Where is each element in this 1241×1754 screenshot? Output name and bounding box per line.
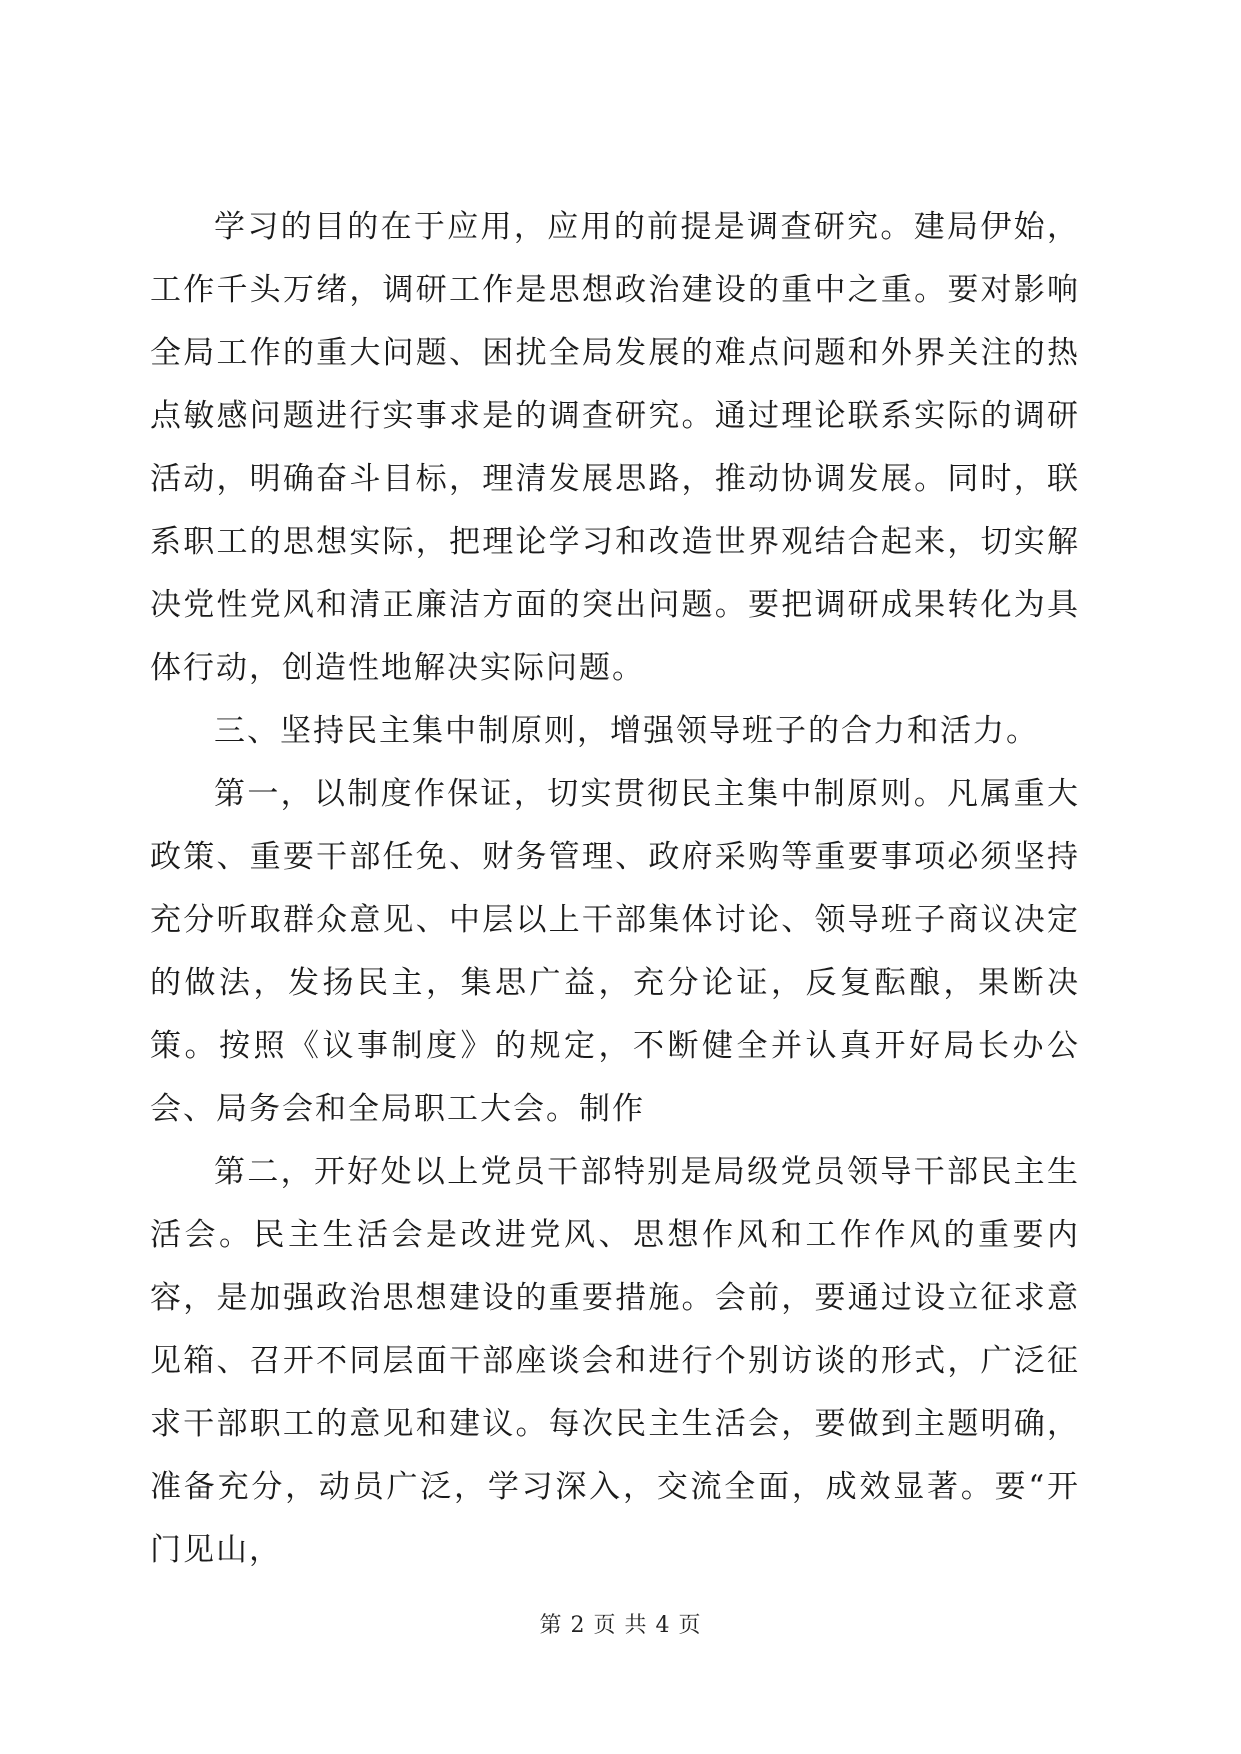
document-body (150, 196, 1080, 1582)
page-number: 第 2 页 共 4 页 (539, 1613, 702, 1638)
paragraph-section-heading: 三、坚持民主集中制原则，增强领导班子的合力和活力。 (214, 713, 1039, 749)
paragraph-second-point: 第二，开好处以上党员干部特别是局级党员领导干部民主生活会。民主生活会是改进党风、思想作风和工作作风的重要内容，是加强政治思想建设的重要措施。会前，要通过设立征求意见箱、召开不同层面干部座谈会和进行个别访谈的形式，广泛征求干部职工的意见和建议。每次民主生活会，要做到主题明确，准备充分，动员广泛，学习深入，交流全面，成效显著。要“开门见山， (150, 1154, 1080, 1568)
paragraph-first-point: 第一，以制度作保证，切实贯彻民主集中制原则。凡属重大政策、重要干部任免、财务管理、政府采购等重要事项必须坚持充分听取群众意见、中层以上干部集体讨论、领导班子商议决定的做法，发扬民主，集思广益，充分论证，反复酝酿，果断决策。按照《议事制度》的规定，不断健全并认真开好局长办公会、局务会和全局职工大会。制作 (150, 776, 1080, 1127)
paragraph-research: 学习的目的在于应用，应用的前提是调查研究。建局伊始，工作千头万绪，调研工作是思想政治建设的重中之重。要对影响全局工作的重大问题、困扰全局发展的难点问题和外界关注的热点敏感问题进行实事求是的调查研究。通过理论联系实际的调研活动，明确奋斗目标，理清发展思路，推动协调发展。同时，联系职工的思想实际，把理论学习和改造世界观结合起来，切实解决党性党风和清正廉洁方面的突出问题。要把调研成果转化为具体行动，创造性地解决实际问题。 (150, 209, 1080, 686)
